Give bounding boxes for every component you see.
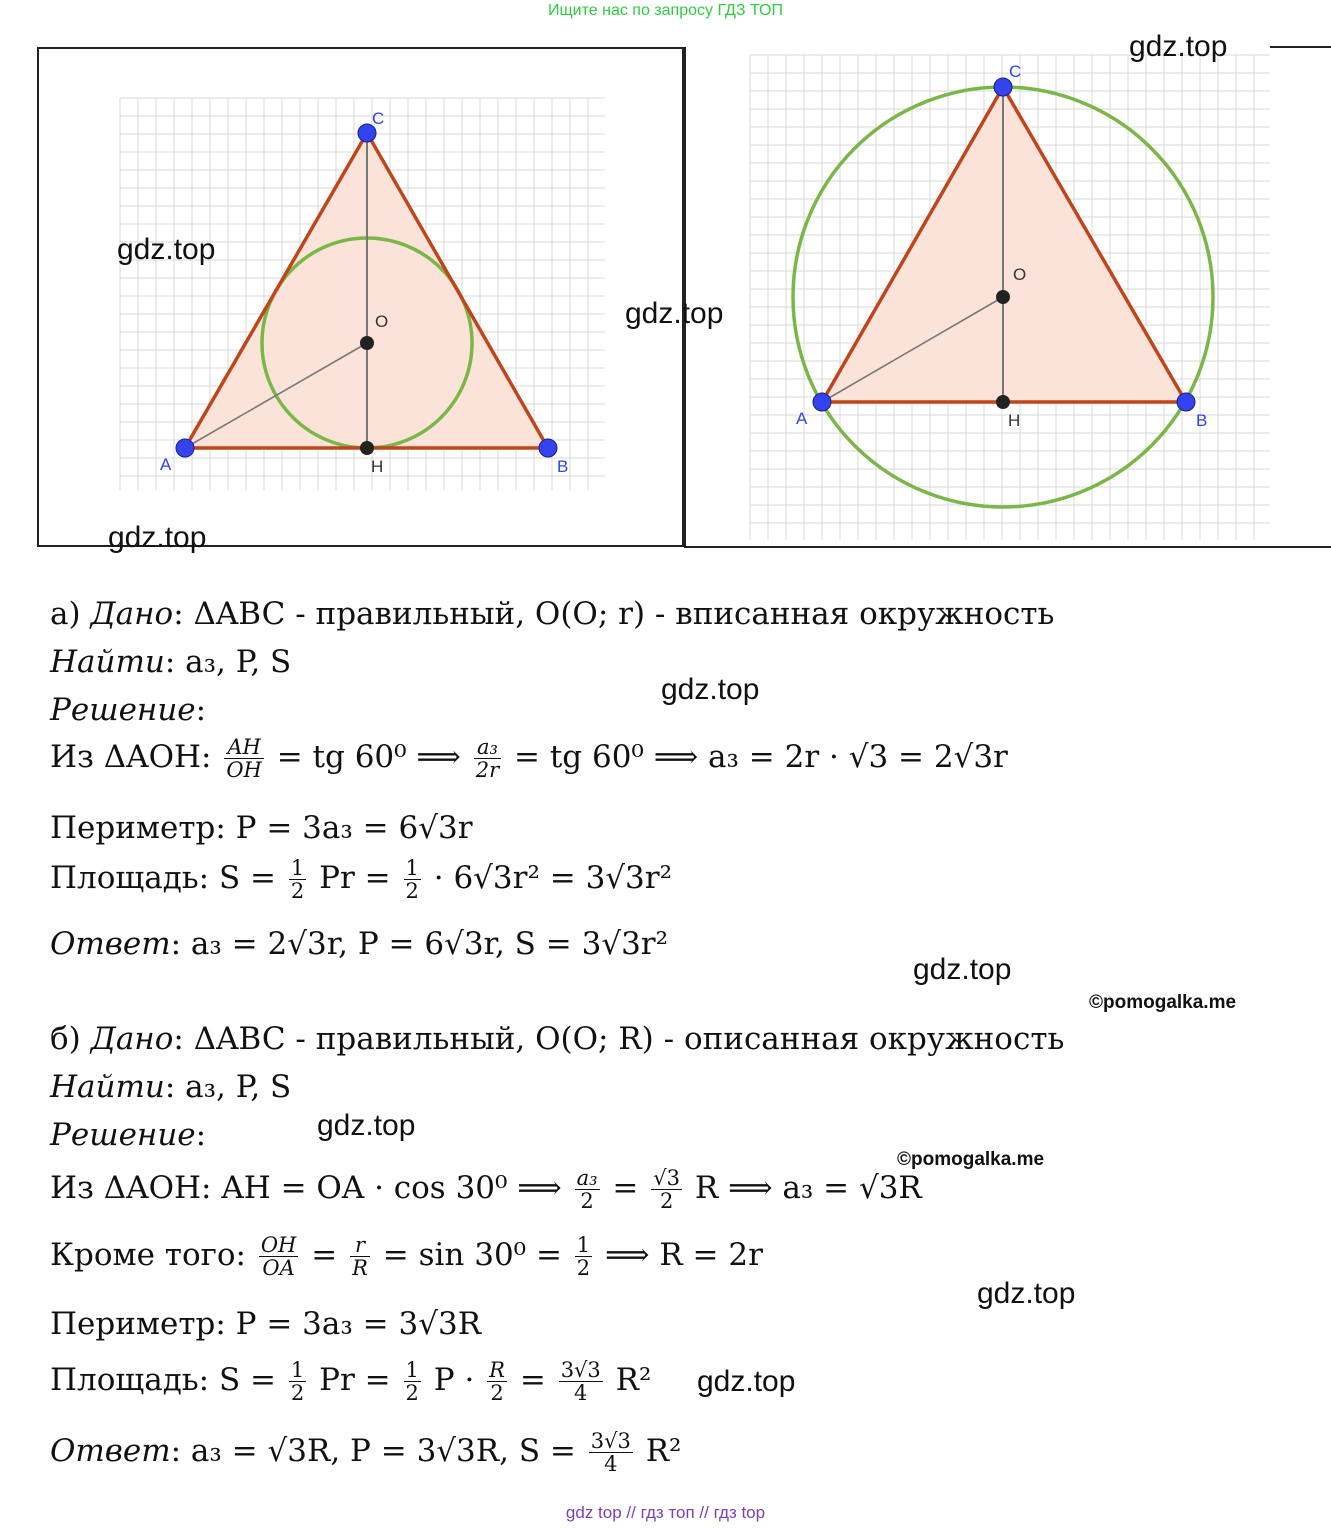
point-o: [996, 290, 1010, 304]
part-b-answer: Ответ: a₃ = √3R, P = 3√3R, S = $\frac{3√3}{4}$ R²: [50, 1429, 682, 1477]
label-h: H: [371, 457, 384, 476]
label-a: A: [160, 455, 172, 474]
fraction: $\frac{\text{a₃}}{2}$: [576, 1166, 598, 1214]
part-b-solution-heading: Решение:: [50, 1117, 207, 1153]
fraction: $\frac{\text{a₃}}{2r}$: [475, 735, 500, 783]
vertex-a: [176, 439, 194, 457]
right-figure-frame-top: [1270, 46, 1331, 48]
fraction: $\frac{R}{2}$: [489, 1358, 505, 1406]
label-o: O: [375, 312, 389, 331]
part-b-perimeter: Периметр: P = 3a₃ = 3√3R: [50, 1306, 482, 1342]
point-h: [360, 441, 374, 455]
watermark: gdz.top: [697, 1365, 796, 1398]
fraction: $\frac{AH}{OH}$: [226, 735, 262, 783]
right-figure-frame-bottom: [684, 546, 1331, 548]
copyright-label: ©pomogalka.me: [1089, 992, 1237, 1013]
part-a-find: Найти: a₃, P, S: [50, 644, 292, 680]
part-b-line-aoh: Из ΔAOH: AH = OA · cos 30⁰ ⟹ $\frac{\text{a₃}}{2}$ = $\frac{√3}{2}$ R ⟹ a₃ = √3R: [50, 1166, 922, 1214]
watermark: gdz.top: [625, 297, 724, 330]
label-o: O: [1013, 265, 1027, 284]
point-o: [360, 336, 374, 350]
part-a-perimeter: Периметр: P = 3a₃ = 6√3r: [50, 810, 473, 846]
part-a-line-aoh: Из ΔAOH: $\frac{AH}{OH}$ = tg 60⁰ ⟹ $\frac{\text{a₃}}{2r}$ = tg 60⁰ ⟹ a₃ = 2r · √3 = 2√3r: [50, 735, 1008, 783]
label-a: A: [796, 409, 808, 428]
label-b: B: [1196, 411, 1208, 430]
footer-links[interactable]: gdz top // гдз топ // гдз top: [565, 1503, 766, 1522]
fraction: $\frac{1}{2}$: [405, 856, 419, 904]
vertex-b: [539, 439, 557, 457]
inscribed-circle-figure: [110, 90, 610, 495]
part-a-given: а) Дано: ΔABC - правильный, O(O; r) - вписанная окружность: [50, 596, 1055, 632]
fraction: $\frac{√3}{2}$: [653, 1166, 681, 1214]
fraction: $\frac{r}{R}$: [352, 1233, 368, 1281]
point-h: [996, 395, 1010, 409]
label-b: B: [557, 457, 569, 476]
part-b-area: Площадь: S = $\frac{1}{2}$ Pr = $\frac{1}{2}$ P · $\frac{R}{2}$ = $\frac{3√3}{4}$ R²: [50, 1358, 652, 1406]
part-a-area: Площадь: S = $\frac{1}{2}$ Pr = $\frac{1}{2}$ · 6√3r² = 3√3r²: [50, 856, 673, 904]
watermark: gdz.top: [913, 953, 1012, 986]
vertex-b: [1177, 393, 1195, 411]
fraction: $\frac{1}{2}$: [290, 1358, 305, 1406]
vertex-a: [813, 393, 831, 411]
watermark: gdz.top: [317, 1109, 416, 1142]
watermark: gdz.top: [1129, 30, 1228, 63]
fraction: $\frac{1}{2}$: [576, 1233, 591, 1281]
watermark: gdz.top: [117, 233, 216, 266]
watermark: gdz.top: [661, 673, 760, 706]
part-b-given: б) Дано: ΔABC - правильный, O(O; R) - описанная окружность: [50, 1021, 1065, 1057]
copyright-label: ©pomogalka.me: [897, 1149, 1045, 1170]
watermark: gdz.top: [108, 521, 207, 554]
part-a-answer: Ответ: a₃ = 2√3r, P = 6√3r, S = 3√3r²: [50, 926, 669, 962]
label-c: C: [1009, 62, 1022, 81]
label-h: H: [1008, 411, 1021, 430]
part-b-find: Найти: a₃, P, S: [50, 1069, 292, 1105]
part-b-line-ratio: Кроме того: $\frac{OH}{OA}$ = $\frac{r}{R}$ = sin 30⁰ = $\frac{1}{2}$ ⟹ R = 2r: [50, 1233, 763, 1281]
circumscribed-circle-figure: [745, 50, 1275, 542]
search-banner[interactable]: Ищите нас по запросу ГДЗ ТОП: [548, 2, 783, 19]
fraction: $\frac{1}{2}$: [405, 1358, 419, 1406]
watermark: gdz.top: [977, 1277, 1076, 1310]
fraction: $\frac{3√3}{4}$: [560, 1358, 601, 1406]
part-a-solution-heading: Решение:: [50, 692, 207, 728]
fraction: $\frac{1}{2}$: [290, 856, 305, 904]
fraction: $\frac{OH}{OA}$: [260, 1233, 297, 1281]
fraction: $\frac{3√3}{4}$: [590, 1429, 631, 1477]
label-c: C: [372, 109, 385, 128]
